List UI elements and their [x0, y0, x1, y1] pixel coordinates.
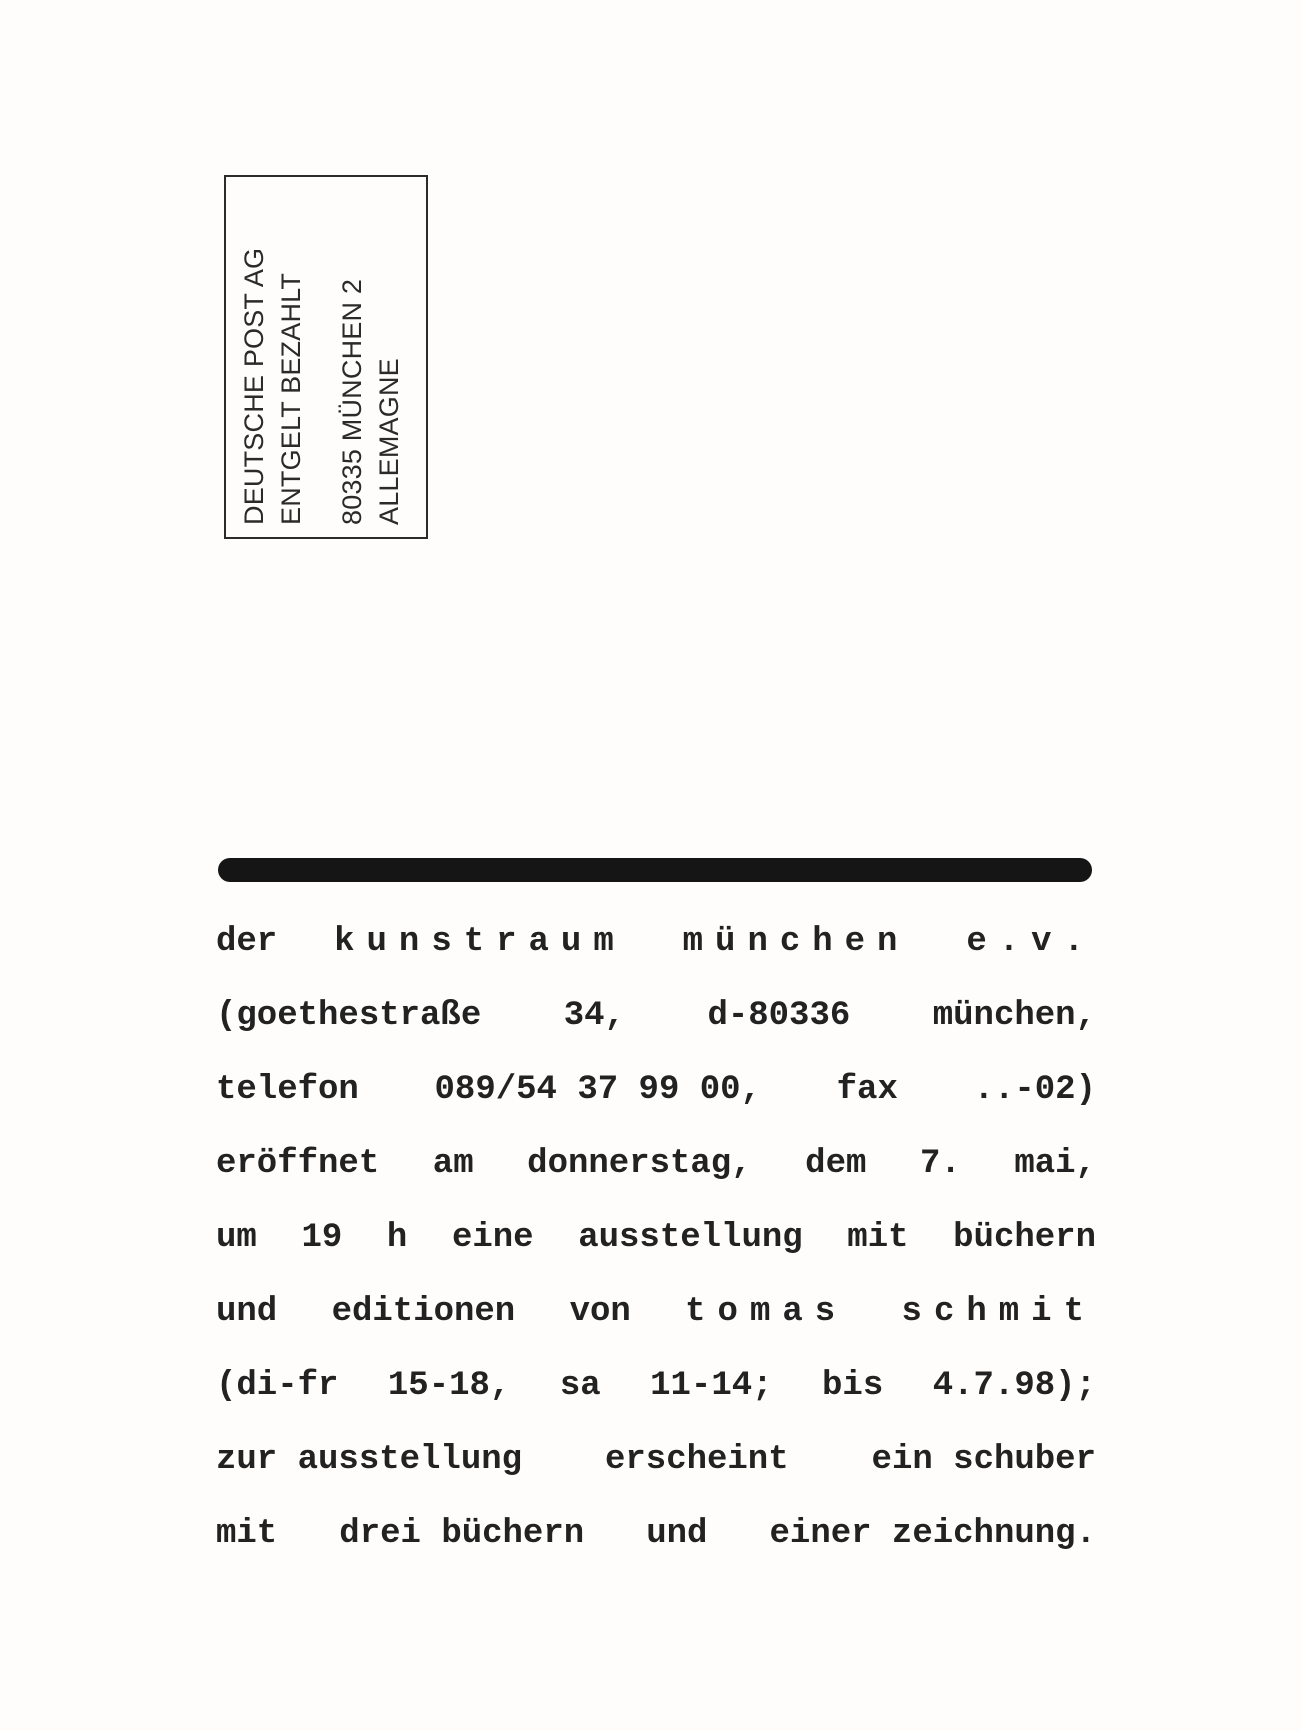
word: sa [559, 1367, 601, 1405]
word: fax [836, 1071, 898, 1109]
word: editionen [331, 1293, 516, 1331]
word: und [216, 1293, 278, 1331]
word: ein schuber [871, 1441, 1096, 1479]
word: mai, [1014, 1145, 1096, 1183]
word: d-80336 [707, 997, 851, 1035]
word: 4.7.98); [932, 1367, 1096, 1405]
indicia-gap [310, 177, 334, 525]
word: (goethestraße [216, 997, 482, 1035]
word: 7. [919, 1145, 961, 1183]
word: bis [822, 1367, 884, 1405]
word: mit [847, 1219, 909, 1257]
word: eine [451, 1219, 534, 1257]
word: ausstellung [578, 1219, 803, 1257]
word: münchen [682, 923, 910, 961]
text-line-9 [216, 1504, 1096, 1578]
word: von [569, 1293, 631, 1331]
word: 19 [301, 1219, 343, 1257]
announcement-text [216, 912, 1096, 1578]
word: und [646, 1515, 708, 1553]
word: 15-18, [387, 1367, 511, 1405]
text-line-7 [216, 1356, 1096, 1430]
word: kunstraum [334, 923, 626, 961]
word: zur ausstellung [216, 1441, 523, 1479]
word: (di-fr [216, 1367, 339, 1405]
word: büchern [953, 1219, 1096, 1257]
indicia-line-carrier: DEUTSCHE POST AG [239, 247, 269, 525]
word: 089/54 37 99 00, [434, 1071, 761, 1109]
word: erscheint [604, 1441, 789, 1479]
word: h [386, 1219, 408, 1257]
word: donnerstag, [527, 1145, 752, 1183]
word: 34, [563, 997, 625, 1035]
text-line-5 [216, 1208, 1096, 1282]
word: e.v. [966, 923, 1096, 961]
text-line-2 [216, 986, 1096, 1060]
word: der [216, 923, 278, 961]
word: 11-14; [650, 1367, 773, 1405]
text-line-4 [216, 1134, 1096, 1208]
indicia-line-country: ALLEMAGNE [374, 358, 404, 525]
heavy-rule-divider [218, 858, 1092, 882]
word: eröffnet [216, 1145, 380, 1183]
indicia-line-paid: ENTGELT BEZAHLT [276, 272, 306, 525]
indicia-line-postcode: 80335 MÜNCHEN 2 [337, 278, 367, 525]
word: ..-02) [973, 1071, 1096, 1109]
text-line-6 [216, 1282, 1096, 1356]
word: münchen, [932, 997, 1096, 1035]
text-line-3 [216, 1060, 1096, 1134]
postage-indicia-text [226, 177, 430, 541]
word: dem [805, 1145, 867, 1183]
word: telefon [216, 1071, 359, 1109]
postage-indicia-box [224, 175, 428, 539]
artist-last-name: schmit [901, 1293, 1096, 1331]
text-line-1 [216, 912, 1096, 986]
word: um [216, 1219, 257, 1257]
word: mit [216, 1515, 278, 1553]
word: am [432, 1145, 474, 1183]
artist-first-name: tomas [685, 1293, 848, 1331]
text-line-8 [216, 1430, 1096, 1504]
word: einer zeichnung. [769, 1515, 1096, 1553]
word: drei büchern [339, 1515, 585, 1553]
